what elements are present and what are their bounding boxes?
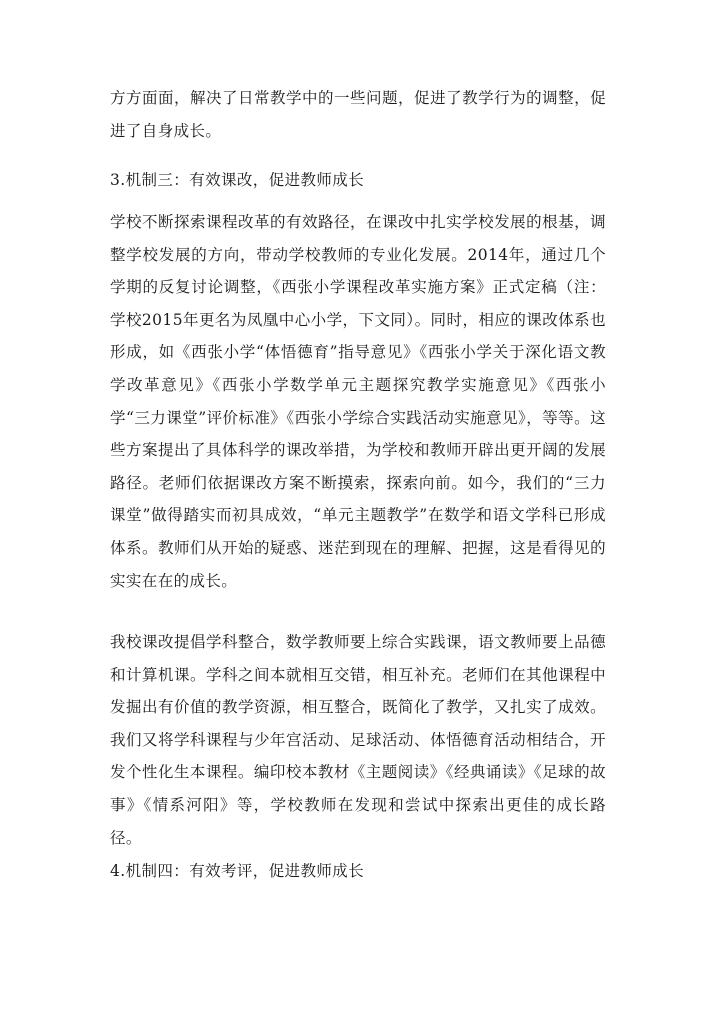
paragraph-intro-continued: 方方面面，解决了日常教学中的一些问题，促进了教学行为的调整，促进了自身成长。 [110,89,606,140]
paragraph-subject-integration: 我校课改提倡学科整合，数学教师要上综合实践课，语文教师要上品德和计算机课。学科之间本就相互交错，相互补充。老师们在其他课程中发掘出有价值的教学资源，相互整合，既简化了教学，又扎实了成效。我们又将学科课程与少年宫活动、足球活动、体悟德育活动相结合，开发个性化生本课程。编印校本教材《主题阅读》《经典诵读》《足球的故事》《情系河阳》等，学校教师在发现和尝试中探索出更佳的成长路径。 [110,633,606,847]
heading-mechanism-4: 4.机制四：有效考评，促进教师成长 [110,862,365,880]
paragraph-curriculum-reform: 学校不断探索课程改革的有效路径，在课改中扎实学校发展的根基，调整学校发展的方向，带动学校教师的专业化发展。2014年，通过几个学期的反复讨论调整，《西张小学课程改革实施方案》正式定稿（注：学校2015年更名为凤凰中心小学，下文同）。同时，相应的课改体系也形成，如《西张小学“体悟德育”指导意见》《西张小学关于深化语文教学改革意见》《西张小学数学单元主题探究教学实施意见》《西张小学“三力课堂”评价标准》《西张小学综合实践活动实施意见》，等等。这些方案提出了具体科学的课改举措，为学校和教师开辟出更开阔的发展路径。老师们依据课改方案不断摸索，探索向前。如今，我们的“三力课堂”做得踏实而初具成效，“单元主题教学”在数学和语文学科已形成体系。教师们从开始的疑惑、迷茫到现在的理解、把握，这是看得见的实实在在的成长。 [110,213,606,590]
heading-mechanism-3: 3.机制三：有效课改，促进教师成长 [110,171,365,189]
